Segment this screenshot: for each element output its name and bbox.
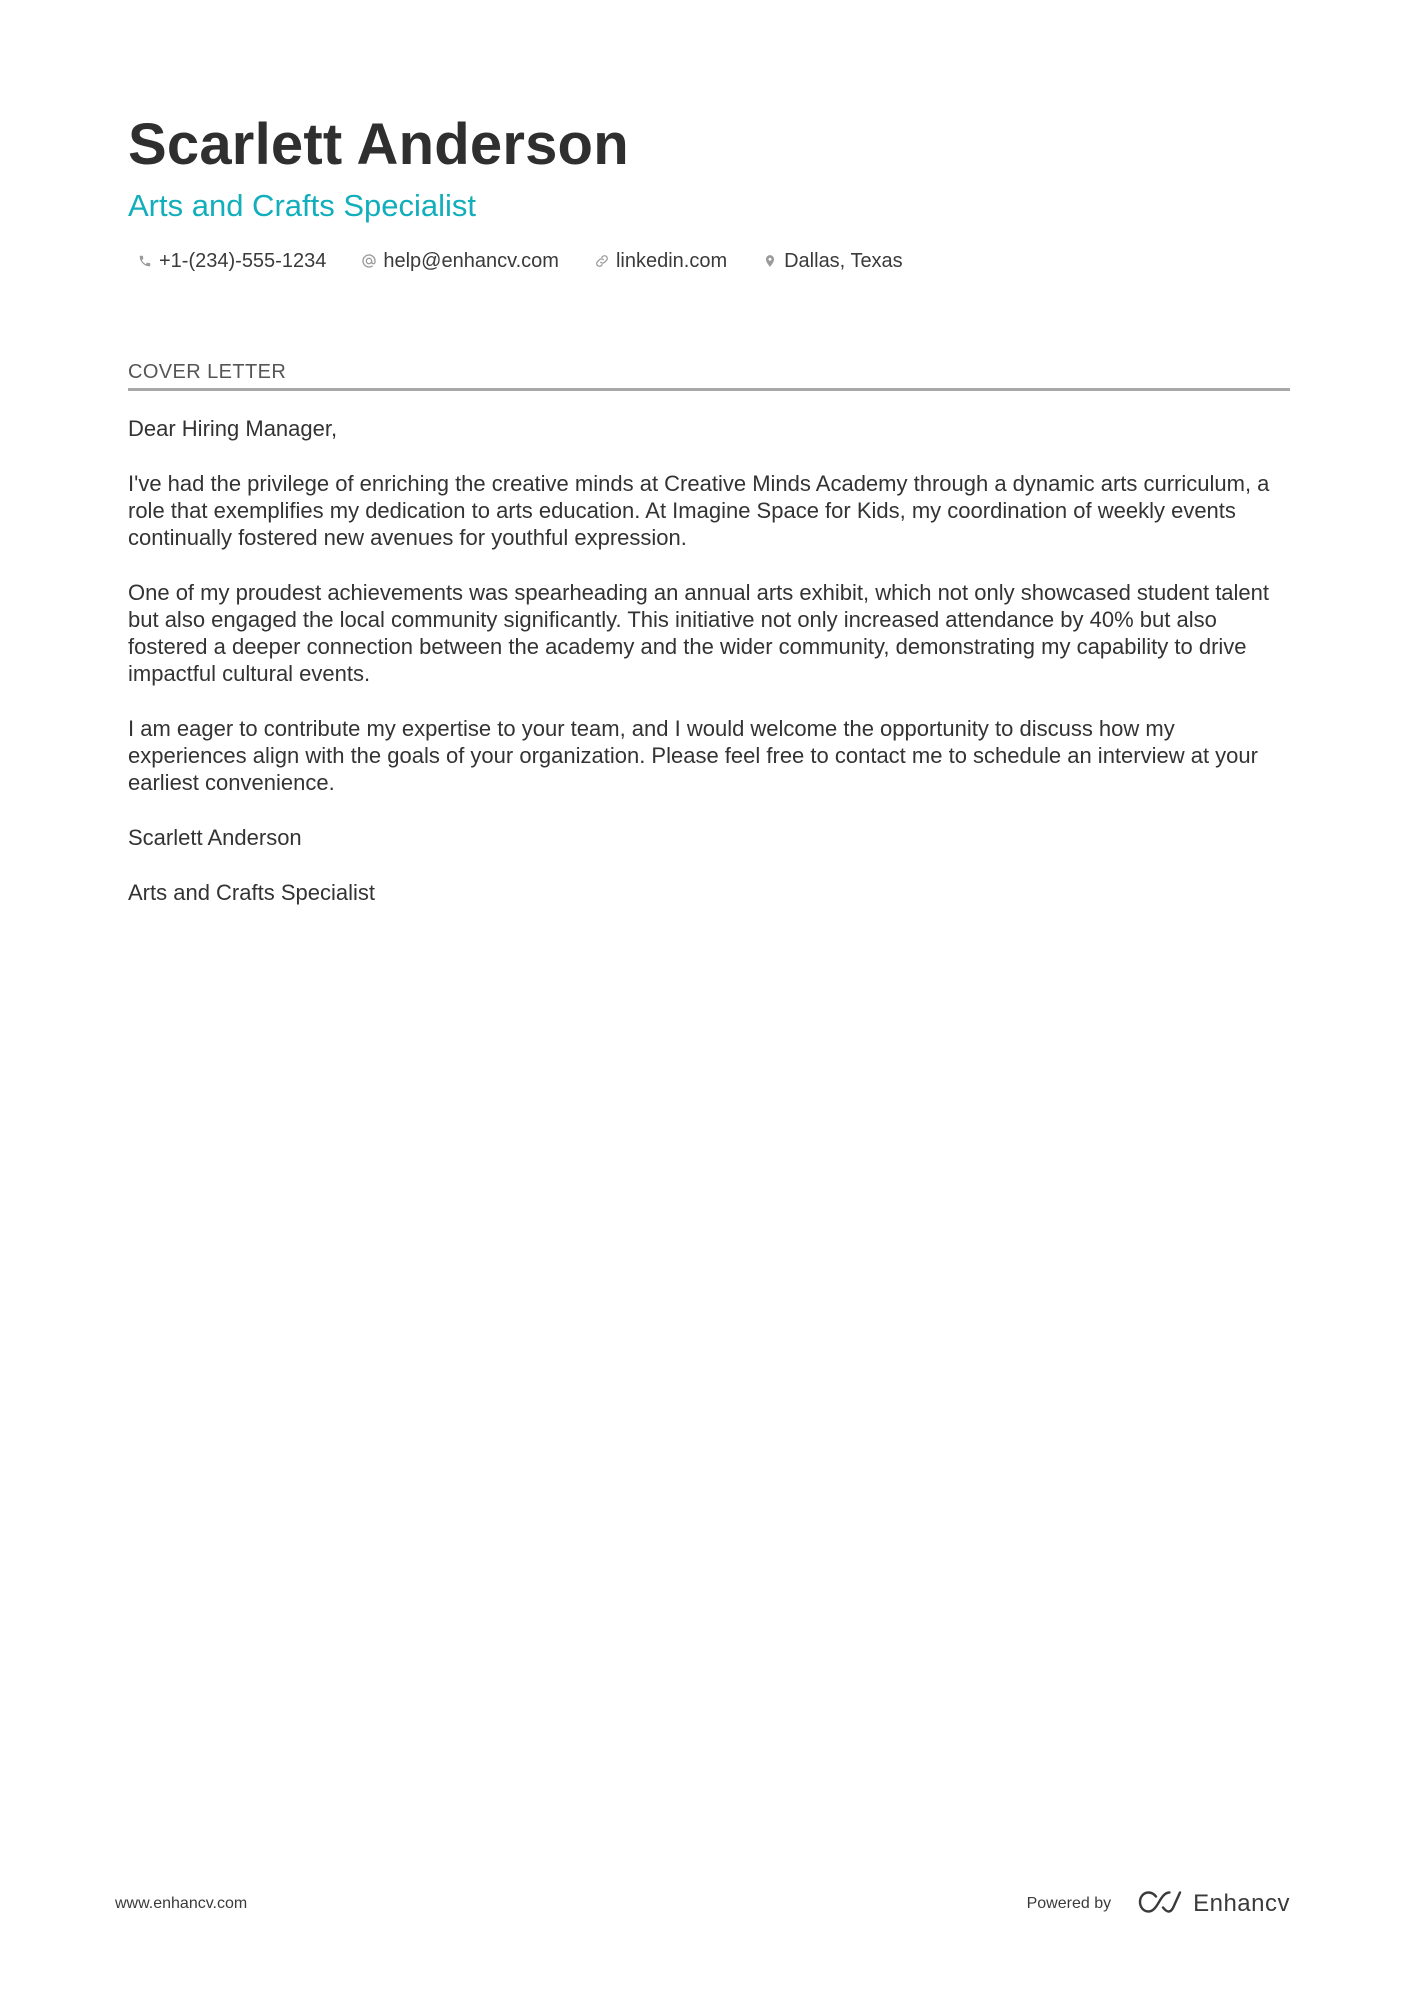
enhancv-logo-text: Enhancv: [1193, 1890, 1290, 1917]
link-icon: [593, 252, 611, 270]
letter-paragraph: I am eager to contribute my expertise to your team, and I would welcome the opportunity to discuss how my experiences align with the goals of your organization. Please feel free to contact me to schedule an interview at your earliest convenience.: [128, 716, 1258, 795]
contact-email: [352, 250, 559, 273]
contact-link: [585, 250, 727, 273]
contact-email-text: help@enhancv.com: [383, 249, 559, 272]
contact-bar: [128, 246, 1290, 276]
enhancv-logo-icon: [1137, 1889, 1183, 1920]
footer: [115, 1888, 1290, 1920]
contact-location: [753, 250, 903, 273]
candidate-title: Arts and Crafts Specialist: [128, 188, 477, 223]
footer-branding: [1027, 1889, 1290, 1920]
footer-url-link[interactable]: www.enhancv.com: [115, 1895, 248, 1912]
signature-title: Arts and Crafts Specialist: [128, 880, 375, 905]
phone-icon: [136, 252, 154, 270]
cover-letter-section: [128, 360, 1290, 934]
letter-body: [128, 415, 1290, 906]
powered-by-label: Powered by: [1026, 1895, 1112, 1912]
contact-link-text: linkedin.com: [615, 249, 728, 272]
contact-location-text: Dallas, Texas: [784, 249, 903, 272]
signature-name: Scarlett Anderson: [128, 825, 302, 850]
header: [128, 108, 1290, 276]
contact-phone-text: +1-(234)-555-1234: [159, 249, 327, 272]
candidate-name: Scarlett Anderson: [128, 112, 629, 177]
letter-paragraph: One of my proudest achievements was spearheading an annual arts exhibit, which not only showcased student talent but also engaged the local community significantly. This initiative not only increased attendance by 40% but also fostered a deeper connection between the academy and the wider community, demonstrating my capability to drive impactful cultural events.: [128, 580, 1270, 686]
letter-greeting: Dear Hiring Manager,: [128, 416, 338, 441]
at-icon: [360, 252, 378, 270]
location-pin-icon: [761, 252, 779, 270]
section-title: COVER LETTER: [128, 360, 1290, 391]
contact-phone: [128, 250, 326, 273]
enhancv-logo[interactable]: [1137, 1889, 1290, 1920]
letter-paragraph: I've had the privilege of enriching the creative minds at Creative Minds Academy through a dynamic arts curriculum, a role that exemplifies my dedication to arts education. At Imagine Space for Kids, my coordination of weekly events continually fostered new avenues for youthful expression.: [128, 471, 1270, 550]
